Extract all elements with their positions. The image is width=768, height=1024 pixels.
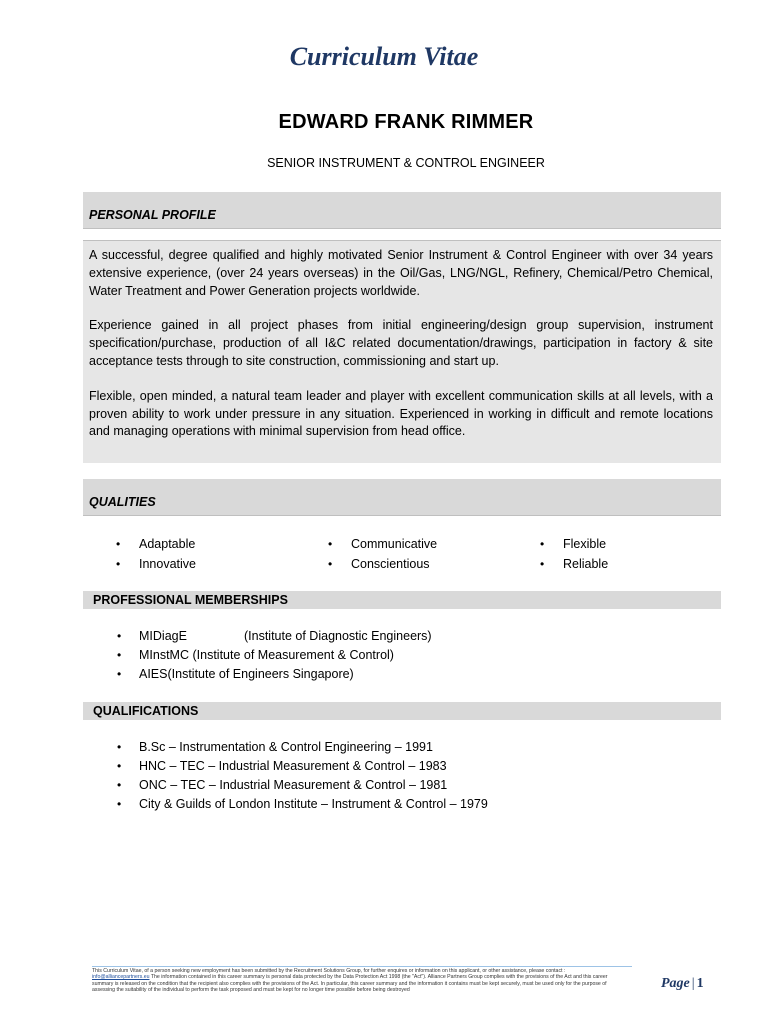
bullet-icon: • xyxy=(540,556,545,571)
qualification-item: • B.Sc – Instrumentation & Control Engineering – 1991 xyxy=(117,740,433,755)
qualifications-list xyxy=(115,738,488,813)
bullet-icon: • xyxy=(117,759,122,774)
bullet-icon: • xyxy=(328,556,333,571)
quality-item: • Reliable xyxy=(534,555,674,574)
bullet-icon: • xyxy=(117,648,122,663)
profile-paragraph: Flexible, open minded, a natural team leader and player with excellent communication skills at all levels, with a proven ability to work under pressure in any situation. Experienced in working in difficult and remote locations and managing operations with minimal supervision from head office. xyxy=(89,388,713,439)
quality-item: • Communicative xyxy=(322,535,534,554)
page-number: Page | 1 xyxy=(661,976,704,991)
bullet-icon: • xyxy=(117,666,122,681)
quality-item: • Conscientious xyxy=(322,555,534,574)
bullet-icon: • xyxy=(328,537,333,552)
profile-paragraph: Experience gained in all project phases from initial engineering/design group supervision, instrument specification/purchase, production of all I&C related documentation/drawings, participation in factory & site acceptance tests through to site construction, commissioning and start up. xyxy=(89,318,713,368)
membership-item: • MInstMC (Institute of Measurement & Control) xyxy=(117,648,394,663)
qualification-item: • ONC – TEC – Industrial Measurement & Control – 1981 xyxy=(117,777,448,792)
qualification-item: • HNC – TEC – Industrial Measurement & Control – 1983 xyxy=(117,759,447,774)
memberships-header: PROFESSIONAL MEMBERSHIPS xyxy=(83,591,721,609)
bullet-icon: • xyxy=(116,537,121,552)
membership-item: • AIES (Institute of Engineers Singapore) xyxy=(117,666,354,681)
qualities-header: QUALITIES xyxy=(83,479,721,516)
candidate-name: EDWARD FRANK RIMMER xyxy=(278,111,534,133)
candidate-role: SENIOR INSTRUMENT & CONTROL ENGINEER xyxy=(267,156,545,170)
bullet-icon: • xyxy=(117,777,122,792)
document-title: Curriculum Vitae xyxy=(289,42,479,71)
qualities-list xyxy=(110,535,670,573)
footer-disclaimer: This Curriculum Vitae, of a person seeking new employment has been submitted by the Recruitment Solutions Group, for further enquires or information on this applicant, or other assistance, please contact : info@alliancepartners.eu The information contained in this career summary is personal data protected by the Data Protection Act 1998 (the "Act"). Alliance Partners Group complies with the provisions of the Act and this career summary is released on the condition that the recipient also complies with the provisions of the Act. In particular, this career summary and the information it contains must be kept securely, must be used only for the purpose of assessing the suitability of the individual to perform the task proposed and must be kept for no longer time possible before being destroyed xyxy=(92,968,608,994)
contact-email-link[interactable]: info@alliancepartners.eu xyxy=(92,974,150,981)
bullet-icon: • xyxy=(117,796,122,811)
personal-profile-box xyxy=(83,240,721,463)
qualifications-header: QUALIFICATIONS xyxy=(83,702,721,720)
profile-paragraph: A successful, degree qualified and highly motivated Senior Instrument & Control Engineer with over 34 years extensive experience, (over 24 years overseas) in the Oil/Gas, LNG/NGL, Refinery, Chemical/Petro Chemical, Water Treatment and Power Generation projects worldwide. xyxy=(89,248,713,298)
bullet-icon: • xyxy=(117,740,122,755)
quality-item: • Flexible xyxy=(534,535,674,554)
memberships-list xyxy=(115,627,432,683)
qualification-item: • City & Guilds of London Institute – Instrument & Control – 1979 xyxy=(117,796,488,811)
bullet-icon: • xyxy=(116,556,121,571)
bullet-icon: • xyxy=(540,537,545,552)
quality-item: • Innovative xyxy=(110,555,322,574)
bullet-icon: • xyxy=(117,629,122,644)
personal-profile-header: PERSONAL PROFILE xyxy=(83,192,721,229)
membership-item: • MIDiagE (Institute of Diagnostic Engineers) xyxy=(117,629,432,644)
quality-item: • Adaptable xyxy=(110,535,322,554)
footer-divider xyxy=(92,966,632,967)
